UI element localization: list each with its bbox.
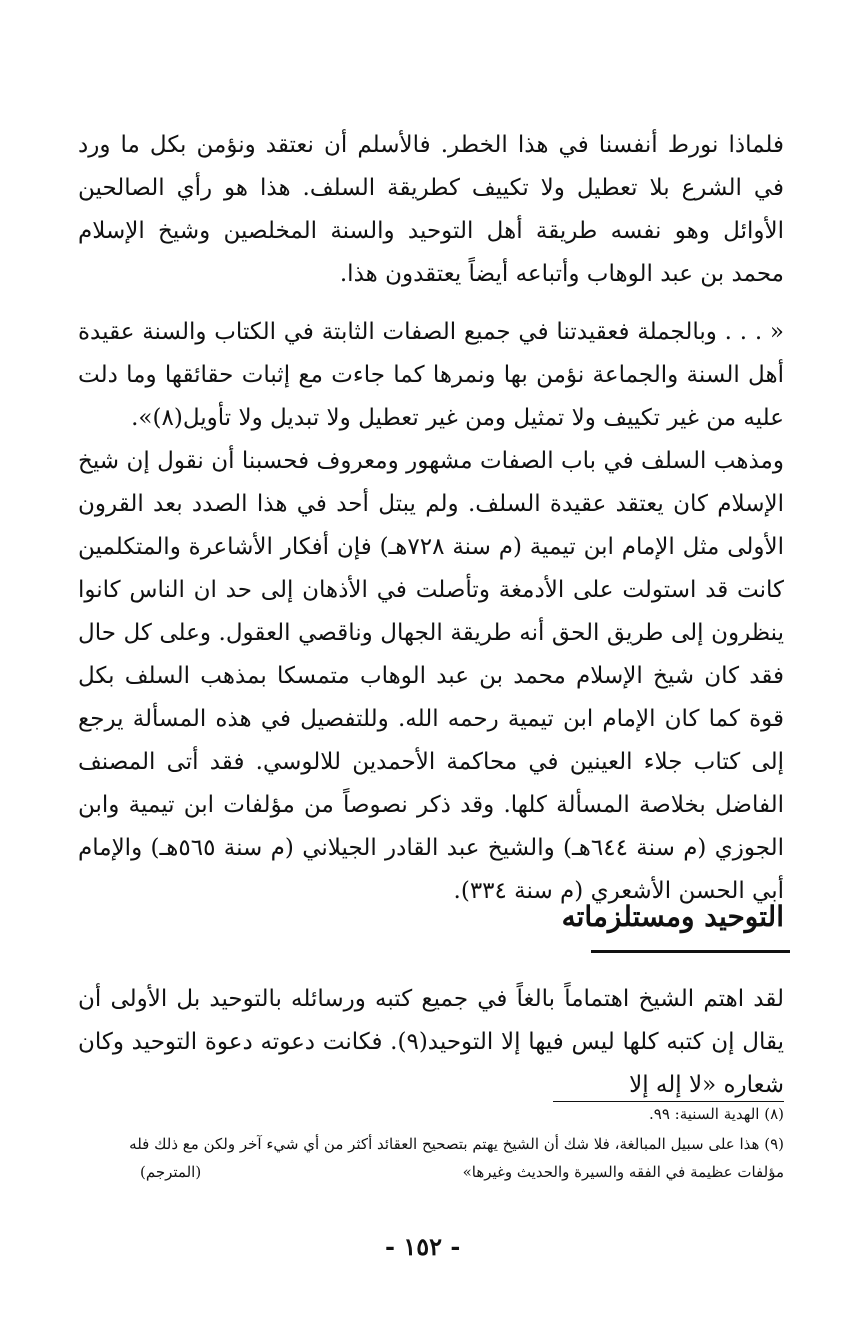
- page-number: - ١٥٢ -: [385, 1232, 461, 1261]
- footnote-9-line-1: (٩) هذا على سبيل المبالغة، فلا شك أن الشيخ يهتم بتصحيح العقائد أكثر من أي شيء آخر ولكن مع ذلك فله: [129, 1135, 784, 1153]
- paragraph-text: لقد اهتم الشيخ اهتماماً بالغاً في جميع كتبه ورسائله بالتوحيد بل الأولى أن يقال إن كتبه كلها ليس فيها إلا التوحيد(٩). فكانت دعوته دعوة التوحيد وكان شعاره «لا إله إلا: [78, 986, 784, 1098]
- paragraph-text: ومذهب السلف في باب الصفات مشهور ومعروف فحسبنا أن نقول إن شيخ الإسلام كان يعتقد عقيدة السلف. ولم يبتل أحد في هذا الصدد بعد القرون الأولى مثل الإمام ابن تيمية (م سنة ٧٢٨هـ) فإن أفكار الأشاعرة والمتكلمين كانت قد استولت على الأدمغة وتأصلت في الأذهان إلى حد ان الناس كانوا ينظرون إلى طريق الحق أنه طريقة الجهال وناقصي العقول. وعلى كل حال فقد كان شيخ الإسلام محمد بن عبد الوهاب متمسكا بمذهب السلف بكل قوة كما كان الإمام ابن تيمية رحمه الله. وللتفصيل في هذه المسألة يرجع إلى كتاب جلاء العينين في محاكمة الأحمدين للالوسي. فقد أتى المصنف الفاضل بخلاصة المسألة كلها. وقد ذكر نصوصاً من مؤلفات ابن تيمية وابن الجوزي (م سنة ٦٤٤هـ) والشيخ عبد القادر الجيلاني (م سنة ٥٦٥هـ) والإمام أبي الحسن الأشعري (م سنة ٣٣٤).: [78, 448, 784, 904]
- heading-underline: [591, 950, 790, 953]
- body-paragraph-quote: [78, 311, 784, 440]
- footnote-8: (٨) الهدية السنية: ٩٩.: [649, 1105, 784, 1123]
- footnote-9-line-2: مؤلفات عظيمة في الفقه والسيرة والحديث وغيرها»: [462, 1163, 784, 1181]
- paragraph-text: فلماذا نورط أنفسنا في هذا الخطر. فالأسلم أن نعتقد ونؤمن بكل ما ورد في الشرع بلا تعطيل ولا تكييف كطريقة السلف. هذا هو رأي الصالحين الأوائل وهو نفسه طريقة أهل التوحيد والسنة المخلصين وشيخ الإسلام محمد بن عبد الوهاب وأتباعه أيضاً يعتقدون هذا.: [78, 132, 784, 287]
- body-paragraph-4: [78, 978, 784, 1107]
- body-paragraph-3: [78, 440, 784, 913]
- paragraph-text: « . . . وبالجملة فعقيدتنا في جميع الصفات الثابتة في الكتاب والسنة عقيدة أهل السنة والجماعة نؤمن بها ونمرها كما جاءت مع إثبات حقائقها وما دلت عليه من غير تكييف ولا تمثيل ومن غير تعطيل ولا تبديل ولا تأويل(٨)».: [78, 319, 784, 431]
- section-heading: التوحيد ومستلزماته: [561, 900, 784, 933]
- translator-note: (المترجم): [140, 1163, 202, 1181]
- body-paragraph-1: [78, 124, 784, 296]
